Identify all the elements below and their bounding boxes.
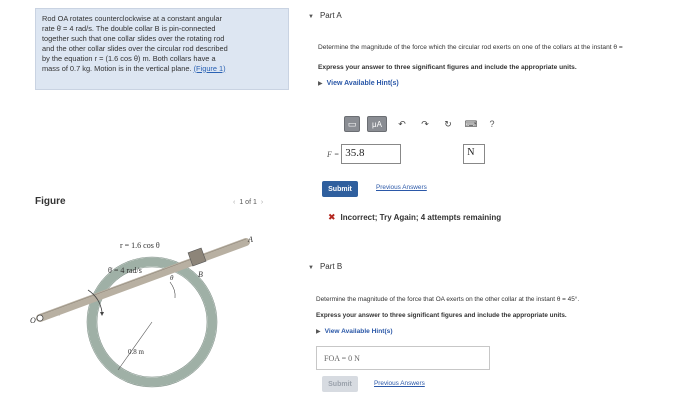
- figure-pager: [229, 199, 267, 206]
- part-b-hints-label: View Available Hint(s): [324, 328, 393, 335]
- label-o: O: [30, 316, 36, 325]
- part-b-hints-link[interactable]: [316, 328, 393, 335]
- undo-icon[interactable]: ↶: [398, 118, 406, 129]
- templates-button[interactable]: ▭: [344, 116, 360, 132]
- part-a-header[interactable]: [308, 11, 342, 20]
- part-b-instructions: Express your answer to three significant figures and include the appropriate units.: [316, 312, 567, 319]
- part-a-question: Determine the magnitude of the force which the circular rod exerts on one of the collars at the instant θ =: [318, 44, 623, 51]
- math-toolbar: [344, 112, 594, 136]
- problem-line: [42, 64, 282, 74]
- part-a-title: Part A: [319, 11, 342, 20]
- label-a: A: [248, 235, 253, 244]
- collapse-arrow-icon[interactable]: ▼: [308, 14, 314, 20]
- pivot-o: [37, 315, 43, 321]
- rod-oa-edge: [40, 239, 246, 315]
- figure-heading: Figure: [35, 196, 66, 207]
- part-a-submit-button[interactable]: Submit: [322, 181, 358, 197]
- keyboard-icon[interactable]: ⌨: [464, 118, 478, 129]
- label-b: B: [198, 270, 203, 279]
- problem-line: rate θ̇ = 4 rad/s. The double collar B is pin-connected: [42, 23, 216, 33]
- prev-figure-icon[interactable]: ‹: [233, 199, 236, 206]
- part-b-answer-placeholder: FOA = 0 N: [324, 353, 360, 363]
- part-a-answer-row: [327, 144, 485, 164]
- problem-line: and the other collar slides over the circular rod described: [42, 43, 228, 53]
- figure-link[interactable]: (Figure 1): [193, 63, 226, 73]
- part-a-feedback: [328, 212, 501, 223]
- rotation-arrowhead: [100, 312, 104, 316]
- part-a-feedback-text: Incorrect; Try Again; 4 attempts remaining: [340, 213, 502, 222]
- expand-arrow-icon: ▶: [318, 81, 323, 87]
- problem-line-text: mass of 0.7 kg. Motion is in the vertical plane.: [42, 63, 192, 73]
- figure-header: [35, 196, 289, 212]
- part-a-hints-link[interactable]: [318, 80, 399, 87]
- expand-arrow-icon: ▶: [316, 329, 321, 335]
- part-b-answer-input[interactable]: [316, 346, 490, 370]
- radius-line: [118, 322, 152, 370]
- next-figure-icon[interactable]: ›: [260, 199, 264, 206]
- part-b-submit-button[interactable]: Submit: [322, 376, 358, 392]
- label-radius: 0.8 m: [128, 348, 144, 356]
- collapse-arrow-icon[interactable]: ▼: [308, 265, 314, 271]
- label-theta: θ: [170, 274, 174, 282]
- label-r-equation: r = 1.6 cos θ: [120, 241, 160, 250]
- label-thetadot: θ̇ = 4 rad/s: [108, 266, 142, 275]
- reset-icon[interactable]: ↻: [444, 118, 452, 129]
- part-b-title: Part B: [319, 262, 343, 271]
- redo-icon[interactable]: ↷: [421, 118, 429, 129]
- figure-diagram: [20, 220, 300, 400]
- part-b-question: Determine the magnitude of the force that OA exerts on the other collar at the instant θ = 45°.: [316, 296, 580, 303]
- problem-statement: [35, 8, 289, 90]
- incorrect-icon: ✖: [328, 212, 336, 222]
- part-a-previous-answers-link[interactable]: Previous Answers: [376, 184, 427, 191]
- part-b-previous-answers-link[interactable]: Previous Answers: [374, 380, 425, 387]
- part-a-instructions: Express your answer to three significant figures and include the appropriate units.: [318, 64, 577, 71]
- problem-line: by the equation r = (1.6 cos θ) m. Both collars have a: [42, 53, 216, 63]
- part-a-unit-input[interactable]: N: [463, 144, 485, 164]
- part-b-header[interactable]: [308, 262, 342, 271]
- part-a-variable-label: F =: [327, 149, 340, 159]
- figure-page-count: 1 of 1: [239, 199, 257, 206]
- problem-line: Rod OA rotates counterclockwise at a constant angular: [42, 14, 222, 23]
- part-a-value-input[interactable]: 35.8: [341, 144, 401, 164]
- part-a-hints-label: View Available Hint(s): [326, 80, 399, 87]
- units-button[interactable]: μA: [367, 116, 387, 132]
- theta-arc: [170, 282, 175, 298]
- help-icon[interactable]: ?: [486, 118, 498, 130]
- problem-line: together such that one collar slides over the rotating rod: [42, 33, 225, 43]
